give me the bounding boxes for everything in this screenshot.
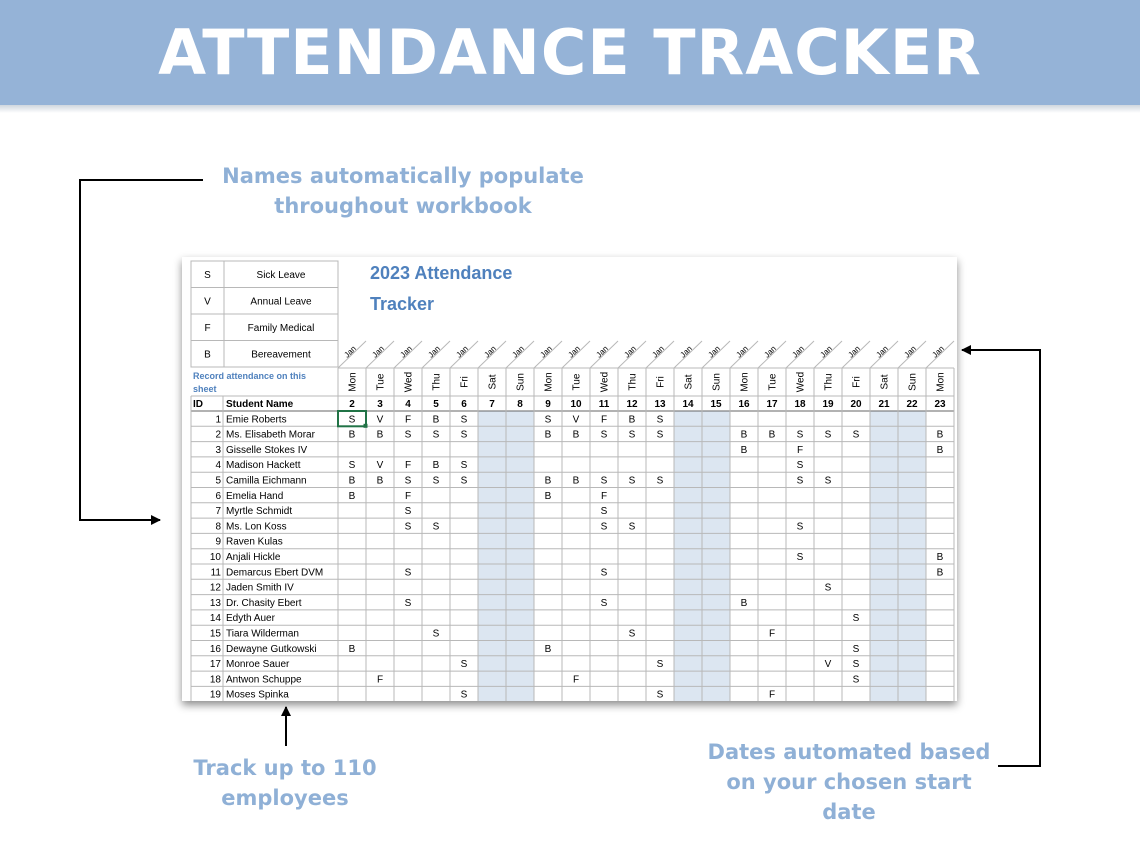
callout-track-line-1: Track up to 110 bbox=[193, 756, 377, 780]
row-id: 15 bbox=[209, 628, 221, 640]
attendance-mark: S bbox=[656, 475, 664, 487]
attendance-mark: S bbox=[432, 628, 440, 640]
attendance-mark: F bbox=[404, 460, 412, 472]
legend-code: V bbox=[204, 296, 211, 308]
day-of-week-label: Tue bbox=[571, 373, 583, 391]
month-label: Jan bbox=[930, 343, 946, 360]
row-id: 11 bbox=[210, 567, 221, 579]
attendance-mark: B bbox=[936, 567, 944, 579]
day-of-week-label: Sun bbox=[515, 373, 527, 391]
attendance-mark: F bbox=[796, 444, 804, 456]
date-label: 4 bbox=[405, 399, 411, 410]
attendance-mark: S bbox=[600, 597, 608, 609]
attendance-mark: S bbox=[348, 414, 356, 426]
header-student-name: Student Name bbox=[226, 399, 294, 410]
attendance-mark: S bbox=[824, 475, 832, 487]
attendance-mark: B bbox=[936, 444, 944, 456]
day-of-week-label: Wed bbox=[795, 371, 807, 393]
attendance-mark: B bbox=[740, 597, 748, 609]
attendance-mark: S bbox=[600, 567, 608, 579]
row-id: 3 bbox=[215, 444, 221, 456]
attendance-mark: S bbox=[628, 628, 636, 640]
legend-label: Sick Leave bbox=[256, 270, 306, 281]
banner-title: ATTENDANCE TRACKER bbox=[158, 16, 982, 89]
attendance-mark: S bbox=[824, 582, 832, 594]
attendance-mark: S bbox=[852, 674, 860, 686]
date-label: 23 bbox=[934, 399, 946, 410]
attendance-mark: S bbox=[460, 659, 468, 671]
weekend-column-shade bbox=[674, 411, 702, 701]
attendance-mark: S bbox=[348, 460, 356, 472]
weekend-column-shade bbox=[702, 411, 730, 701]
dates-arrow bbox=[962, 350, 1040, 766]
day-of-week-label: Mon bbox=[543, 372, 555, 392]
attendance-mark: B bbox=[348, 475, 356, 487]
attendance-mark: S bbox=[432, 475, 440, 487]
month-label: Jan bbox=[426, 343, 442, 360]
month-label: Jan bbox=[398, 343, 414, 360]
date-label: 18 bbox=[794, 399, 806, 410]
row-id: 16 bbox=[209, 643, 221, 655]
attendance-mark: B bbox=[936, 429, 944, 441]
fill-handle[interactable] bbox=[364, 424, 368, 428]
legend-code: F bbox=[204, 323, 211, 334]
attendance-mark: F bbox=[404, 490, 412, 502]
attendance-mark: F bbox=[768, 628, 776, 640]
row-id: 18 bbox=[209, 674, 221, 686]
row-id: 2 bbox=[215, 429, 221, 441]
student-name: Ms. Elisabeth Morar bbox=[226, 429, 315, 441]
attendance-mark: B bbox=[740, 429, 748, 441]
month-label: Jan bbox=[818, 343, 834, 360]
student-name: Antwon Schuppe bbox=[226, 674, 302, 686]
month-label: Jan bbox=[846, 343, 862, 360]
attendance-mark: B bbox=[628, 414, 636, 426]
attendance-mark: S bbox=[404, 521, 412, 533]
day-of-week-label: Thu bbox=[627, 373, 639, 391]
attendance-mark: B bbox=[572, 429, 580, 441]
student-name: Anjali Hickle bbox=[226, 552, 281, 563]
student-name: Camilla Eichmann bbox=[226, 475, 307, 487]
callout-track bbox=[170, 753, 400, 813]
attendance-mark: S bbox=[824, 429, 832, 441]
callout-dates-line-3: date bbox=[822, 800, 876, 824]
attendance-mark: B bbox=[348, 429, 356, 441]
month-label: Jan bbox=[594, 343, 610, 360]
attendance-mark: V bbox=[824, 659, 832, 671]
row-id: 7 bbox=[215, 506, 221, 518]
date-label: 2 bbox=[349, 399, 355, 410]
month-label: Jan bbox=[790, 343, 806, 360]
weekend-column-shade bbox=[506, 411, 534, 701]
callout-track-line-2: employees bbox=[221, 786, 349, 810]
student-name: Jaden Smith IV bbox=[226, 582, 294, 594]
student-name: Dewayne Gutkowski bbox=[226, 643, 317, 655]
attendance-mark: S bbox=[628, 429, 636, 441]
header-banner bbox=[0, 0, 1140, 105]
day-of-week-label: Thu bbox=[823, 373, 835, 391]
date-label: 11 bbox=[598, 399, 610, 410]
date-label: 10 bbox=[570, 399, 582, 410]
attendance-mark: S bbox=[460, 689, 468, 701]
attendance-mark: S bbox=[852, 643, 860, 655]
callout-names-line-2: throughout workbook bbox=[274, 194, 532, 218]
attendance-mark: S bbox=[404, 597, 412, 609]
attendance-mark: B bbox=[572, 475, 580, 487]
header-id: ID bbox=[193, 399, 203, 410]
date-label: 3 bbox=[377, 399, 383, 410]
sheet-grid bbox=[182, 257, 957, 701]
attendance-mark: S bbox=[600, 506, 608, 518]
sheet-title-line-1: 2023 Attendance bbox=[370, 263, 513, 283]
callout-dates bbox=[690, 737, 1008, 827]
student-name: Raven Kulas bbox=[226, 536, 283, 548]
attendance-mark: S bbox=[796, 429, 804, 441]
attendance-mark: B bbox=[544, 475, 552, 487]
row-id: 6 bbox=[215, 490, 221, 502]
attendance-mark: S bbox=[460, 460, 468, 472]
attendance-mark: F bbox=[600, 490, 608, 502]
weekend-column-shade bbox=[898, 411, 926, 701]
row-id: 9 bbox=[215, 536, 221, 548]
date-label: 14 bbox=[682, 399, 694, 410]
banner-shadow bbox=[0, 105, 1140, 113]
attendance-mark: S bbox=[796, 460, 804, 472]
student-name: Demarcus Ebert DVM bbox=[226, 567, 324, 579]
legend-label: Family Medical bbox=[247, 323, 315, 334]
day-of-week-label: Wed bbox=[599, 371, 611, 393]
month-label: Jan bbox=[566, 343, 582, 360]
weekend-column-shade bbox=[870, 411, 898, 701]
student-name: Edyth Auer bbox=[226, 613, 275, 625]
day-of-week-label: Sun bbox=[907, 373, 919, 391]
day-of-week-label: Thu bbox=[431, 373, 443, 391]
month-label: Jan bbox=[510, 343, 526, 360]
student-name: Myrtle Schmidt bbox=[226, 506, 293, 518]
month-label: Jan bbox=[622, 343, 638, 360]
attendance-mark: V bbox=[376, 414, 384, 426]
callout-names bbox=[203, 161, 603, 221]
legend-code: S bbox=[204, 270, 211, 281]
student-name: Dr. Chasity Ebert bbox=[226, 597, 302, 609]
callout-names-line-1: Names automatically populate bbox=[222, 164, 584, 188]
attendance-mark: B bbox=[768, 429, 776, 441]
month-label: Jan bbox=[538, 343, 554, 360]
attendance-mark: S bbox=[600, 521, 608, 533]
attendance-mark: F bbox=[404, 414, 412, 426]
attendance-mark: B bbox=[348, 643, 356, 655]
date-label: 20 bbox=[850, 399, 862, 410]
date-label: 21 bbox=[878, 399, 890, 410]
row-id: 1 bbox=[215, 414, 221, 426]
attendance-mark: B bbox=[376, 429, 384, 441]
student-name: Moses Spinka bbox=[226, 689, 289, 701]
attendance-mark: S bbox=[460, 414, 468, 426]
attendance-mark: S bbox=[432, 521, 440, 533]
row-id: 10 bbox=[209, 552, 221, 563]
attendance-mark: B bbox=[432, 460, 440, 472]
attendance-mark: S bbox=[852, 659, 860, 671]
date-label: 6 bbox=[461, 399, 467, 410]
attendance-mark: S bbox=[628, 521, 636, 533]
attendance-mark: S bbox=[796, 475, 804, 487]
day-of-week-label: Sun bbox=[711, 373, 723, 391]
day-of-week-label: Sat bbox=[879, 374, 891, 390]
sheet-note-line-2: sheet bbox=[193, 384, 217, 394]
legend-label: Bereavement bbox=[251, 349, 311, 361]
attendance-mark: S bbox=[796, 521, 804, 533]
row-id: 17 bbox=[209, 659, 221, 671]
row-id: 5 bbox=[215, 475, 221, 487]
attendance-mark: S bbox=[404, 567, 412, 579]
attendance-mark: F bbox=[376, 674, 384, 686]
row-id: 12 bbox=[209, 582, 221, 594]
attendance-mark: F bbox=[572, 674, 580, 686]
month-label: Jan bbox=[342, 343, 358, 360]
day-of-week-label: Sat bbox=[683, 374, 695, 390]
attendance-sheet bbox=[182, 257, 957, 701]
date-label: 8 bbox=[517, 399, 523, 410]
attendance-mark: V bbox=[376, 460, 384, 472]
attendance-mark: S bbox=[404, 506, 412, 518]
legend-code: B bbox=[204, 349, 211, 361]
attendance-mark: S bbox=[404, 475, 412, 487]
month-label: Jan bbox=[902, 343, 918, 360]
day-of-week-label: Mon bbox=[347, 372, 359, 392]
attendance-mark: S bbox=[600, 475, 608, 487]
attendance-mark: B bbox=[936, 552, 944, 563]
day-of-week-label: Fri bbox=[655, 376, 667, 388]
attendance-mark: S bbox=[656, 414, 664, 426]
attendance-mark: B bbox=[740, 444, 748, 456]
attendance-mark: S bbox=[656, 429, 664, 441]
attendance-mark: S bbox=[656, 689, 664, 701]
month-label: Jan bbox=[762, 343, 778, 360]
attendance-mark: S bbox=[600, 429, 608, 441]
month-label: Jan bbox=[706, 343, 722, 360]
month-label: Jan bbox=[370, 343, 386, 360]
date-label: 19 bbox=[822, 399, 834, 410]
attendance-mark: B bbox=[376, 475, 384, 487]
legend-label: Annual Leave bbox=[250, 296, 312, 308]
attendance-mark: F bbox=[600, 414, 608, 426]
attendance-mark: B bbox=[544, 643, 552, 655]
day-of-week-label: Mon bbox=[739, 372, 751, 392]
date-label: 16 bbox=[738, 399, 750, 410]
attendance-mark: S bbox=[432, 429, 440, 441]
student-name: Emie Roberts bbox=[226, 414, 287, 426]
student-name: Monroe Sauer bbox=[226, 659, 290, 671]
sheet-title-line-2: Tracker bbox=[370, 294, 435, 314]
day-of-week-label: Sat bbox=[487, 374, 499, 390]
attendance-mark: S bbox=[852, 429, 860, 441]
row-id: 4 bbox=[215, 460, 221, 472]
row-id: 19 bbox=[209, 689, 221, 701]
date-label: 22 bbox=[906, 399, 918, 410]
month-label: Jan bbox=[482, 343, 498, 360]
day-of-week-label: Tue bbox=[767, 373, 779, 391]
date-label: 17 bbox=[766, 399, 778, 410]
row-id: 8 bbox=[215, 521, 221, 533]
date-label: 7 bbox=[489, 399, 495, 410]
attendance-mark: S bbox=[656, 659, 664, 671]
student-name: Emelia Hand bbox=[226, 490, 284, 502]
student-name: Tiara Wilderman bbox=[226, 628, 299, 640]
day-of-week-label: Fri bbox=[851, 376, 863, 388]
student-name: Ms. Lon Koss bbox=[226, 521, 287, 533]
callout-dates-line-1: Dates automated based bbox=[707, 740, 991, 764]
month-label: Jan bbox=[874, 343, 890, 360]
sheet-note-line-1: Record attendance on this bbox=[193, 371, 307, 381]
attendance-mark: B bbox=[432, 414, 440, 426]
callout-dates-line-2: on your chosen start bbox=[726, 770, 972, 794]
attendance-mark: F bbox=[768, 689, 776, 701]
date-label: 12 bbox=[626, 399, 638, 410]
student-name: Madison Hackett bbox=[226, 460, 301, 472]
attendance-mark: S bbox=[544, 414, 552, 426]
day-of-week-label: Tue bbox=[375, 373, 387, 391]
attendance-mark: S bbox=[796, 552, 804, 563]
attendance-mark: S bbox=[460, 475, 468, 487]
day-of-week-label: Wed bbox=[403, 371, 415, 393]
month-label: Jan bbox=[650, 343, 666, 360]
attendance-mark: S bbox=[628, 475, 636, 487]
day-of-week-label: Fri bbox=[459, 376, 471, 388]
date-label: 5 bbox=[433, 399, 439, 410]
student-name: Gisselle Stokes IV bbox=[226, 444, 308, 456]
row-id: 14 bbox=[209, 613, 221, 625]
attendance-mark: B bbox=[544, 490, 552, 502]
attendance-mark: B bbox=[544, 429, 552, 441]
date-label: 9 bbox=[545, 399, 551, 410]
month-label: Jan bbox=[454, 343, 470, 360]
attendance-mark: B bbox=[348, 490, 356, 502]
attendance-mark: S bbox=[404, 429, 412, 441]
attendance-mark: S bbox=[460, 429, 468, 441]
month-label: Jan bbox=[678, 343, 694, 360]
date-label: 13 bbox=[654, 399, 666, 410]
attendance-mark: V bbox=[572, 414, 580, 426]
attendance-mark: S bbox=[852, 613, 860, 625]
row-id: 13 bbox=[209, 597, 221, 609]
day-of-week-label: Mon bbox=[935, 372, 947, 392]
date-label: 15 bbox=[710, 399, 722, 410]
weekend-column-shade bbox=[478, 411, 506, 701]
month-label: Jan bbox=[734, 343, 750, 360]
